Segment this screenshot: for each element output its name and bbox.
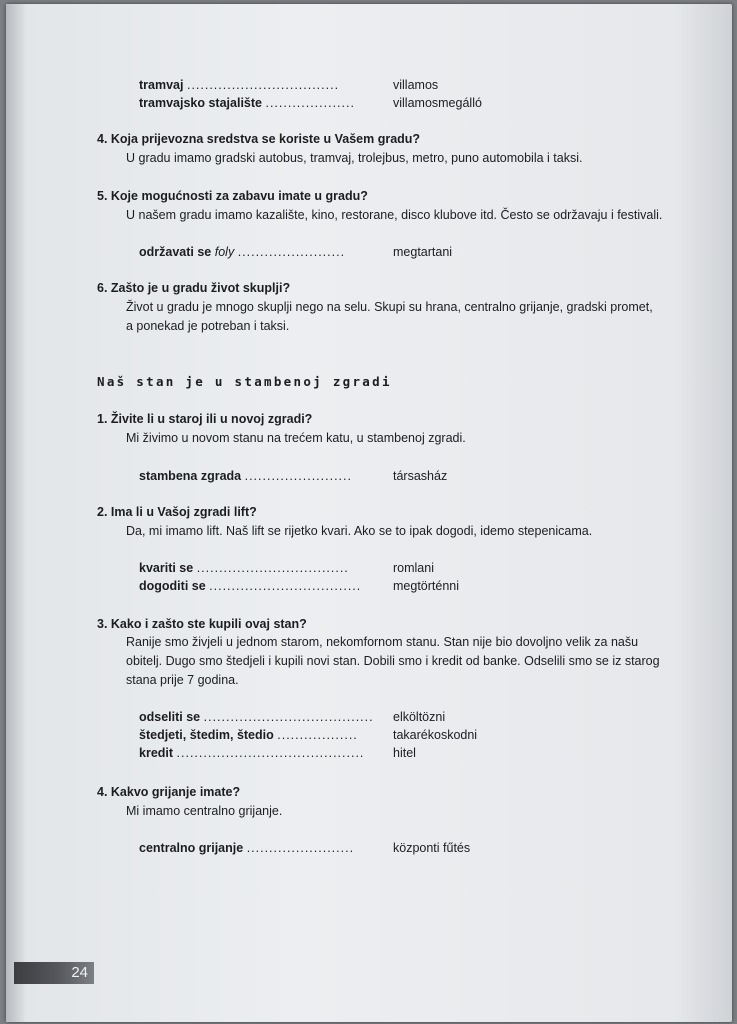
answer-5: U našem gradu imamo kazalište, kino, restorane, disco klubove itd. Često se održavaju i festivali. — [126, 208, 663, 222]
vocab-translation: romlani — [393, 561, 434, 575]
vocab-term: odseliti se — [139, 710, 201, 724]
vocab-entry-kvariti-se — [139, 560, 434, 576]
vocab-leader: .................................. — [209, 579, 362, 593]
vocab-term: dogoditi se — [139, 579, 206, 593]
vocab-entry-stambena-zgrada — [139, 468, 448, 484]
vocab-translation: megtörténni — [393, 579, 460, 593]
vocab-entry-tramvajsko-stajaliste — [139, 95, 482, 111]
section-title: Naš stan je u stambenoj zgradi — [97, 374, 392, 389]
question-6: 6. Zašto je u gradu život skuplji? — [97, 281, 291, 295]
vocab-entry-centralno-grijanje — [139, 840, 471, 856]
answer-6-line-1: Život u gradu je mnogo skuplji nego na selu. Skupi su hrana, centralno grijanje, gradski promet, — [126, 300, 653, 314]
page-number: 24 — [14, 962, 94, 984]
vocab-translation: társasház — [393, 469, 448, 483]
vocab-translation: megtartani — [393, 245, 453, 259]
vocab-term: tramvajsko stajalište — [139, 96, 262, 110]
vocab-entry-odrzavati-se — [139, 244, 453, 260]
vocab-term: stambena zgrada — [139, 469, 242, 483]
vocab-leader: ........................ — [244, 469, 352, 483]
answer-6-line-2: a ponekad je potreban i taksi. — [126, 319, 290, 333]
section-answer-4: Mi imamo centralno grijanje. — [126, 804, 283, 818]
vocab-leader: .................................. — [196, 561, 349, 575]
vocab-term: kvariti se — [139, 561, 194, 575]
vocab-leader: .................. — [277, 728, 358, 742]
vocab-leader: ...................................... — [203, 710, 374, 724]
vocab-translation: takarékoskodni — [393, 728, 478, 742]
vocab-term: kredit — [139, 746, 174, 760]
vocab-translation: villamosmegálló — [393, 96, 482, 110]
section-answer-3-line-3: stana prije 7 godina. — [126, 673, 239, 687]
vocab-term: održavati se — [139, 245, 212, 259]
vocab-translation: központi fűtés — [393, 841, 471, 855]
vocab-translation: villamos — [393, 78, 439, 92]
section-question-3: 3. Kako i zašto ste kupili ovaj stan? — [97, 617, 307, 631]
vocab-entry-kredit — [139, 745, 416, 761]
section-question-4: 4. Kakvo grijanje imate? — [97, 785, 241, 799]
vocab-term: centralno grijanje — [139, 841, 244, 855]
section-answer-3-line-2: obitelj. Dugo smo štedjeli i kupili novi stan. Dobili smo i kredit od banke. Odselili smo se iz starog — [126, 654, 660, 668]
section-question-1: 1. Živite li u staroj ili u novoj zgradi? — [97, 412, 313, 426]
vocab-leader: ........................ — [246, 841, 355, 855]
question-5: 5. Koje mogućnosti za zabavu imate u gradu? — [97, 189, 368, 203]
section-answer-1: Mi živimo u novom stanu na trećem katu, u stambenoj zgradi. — [126, 431, 466, 445]
vocab-translation: elköltözni — [393, 710, 446, 724]
question-4: 4. Koja prijevozna sredstva se koriste u Vašem gradu? — [97, 132, 421, 146]
vocab-term: štedjeti, štedim, štedio — [139, 728, 274, 742]
vocab-term: tramvaj — [139, 78, 184, 92]
section-question-2: 2. Ima li u Vašoj zgradi lift? — [97, 505, 257, 519]
vocab-leader: .......................................... — [176, 746, 365, 760]
section-answer-3-line-1: Ranije smo živjeli u jednom starom, nekomfornom stanu. Stan nije bio dovoljno velik za našu — [126, 635, 639, 649]
vocab-entry-odseliti-se — [139, 709, 446, 725]
answer-4: U gradu imamo gradski autobus, tramvaj, trolejbus, metro, puno automobila i taksi. — [126, 151, 583, 165]
vocab-translation: hitel — [393, 746, 416, 760]
vocab-leader: .................................. — [186, 78, 340, 92]
vocab-entry-tramvaj — [139, 77, 439, 93]
vocab-entry-dogoditi-se — [139, 578, 460, 594]
section-answer-2: Da, mi imamo lift. Naš lift se rijetko kvari. Ako se to ipak dogodi, idemo stepenicama. — [126, 524, 593, 538]
vocab-foly-note: foly — [214, 245, 235, 259]
vocab-leader: ........................ — [237, 245, 346, 259]
vocab-entry-stedjeti — [139, 727, 478, 743]
page-binding-edge — [6, 4, 24, 1022]
vocab-leader: .................... — [265, 96, 355, 110]
